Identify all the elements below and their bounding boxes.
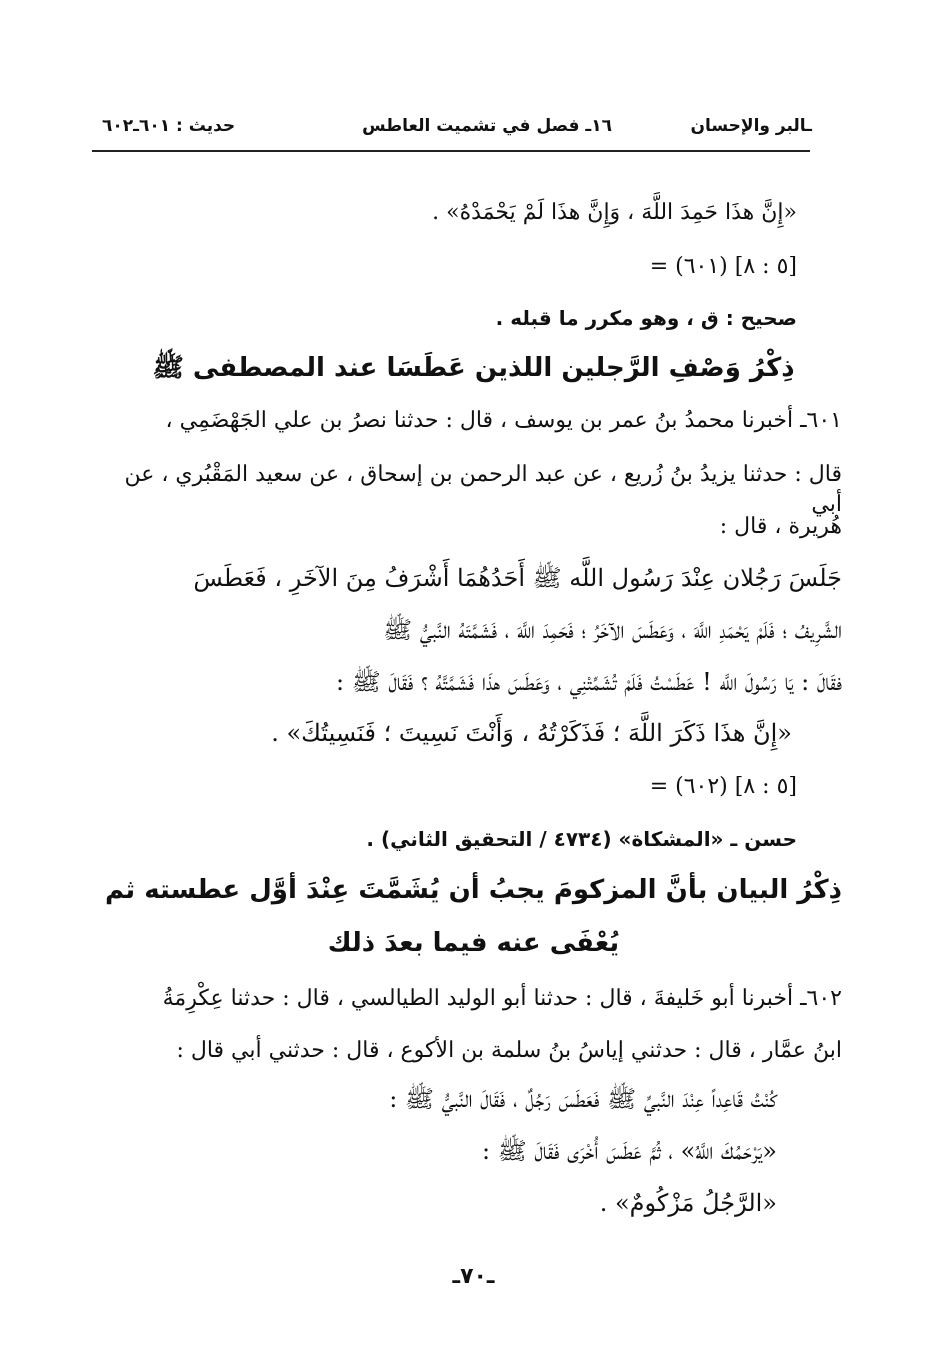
grade-line: حسن ـ «المشكاة» (٤٧٣٤ / التحقيق الثاني) .	[366, 827, 797, 851]
matn-line: «إِنَّ هذَا ذَكَرَ اللَّهَ ؛ فَذَكَرْتُهُ ، وَأَنْتَ نَسِيتَ ؛ فَنَسِيتُكَ» .	[271, 719, 792, 747]
section-heading: يُعْفَى عنه فيما بعدَ ذلك	[327, 928, 620, 958]
matn-line: «الرَّجُلُ مَزْكُومٌ» .	[599, 1189, 777, 1217]
matn-line: الشَّرِيفُ ؛ فَلَمْ يَحْمَدِ اللَّهَ ، وَعَطَسَ الآخَرُ ؛ فَحَمِدَ اللَّهَ ، فَشَمَّتَهُ النَّبيُّ ﷺ	[383, 616, 842, 644]
reference-line: = (٦٠١) [٥ : ٨]	[649, 254, 797, 279]
header-book-title: ـالبر والإحسان	[690, 116, 812, 136]
matn-line: جَلَسَ رَجُلان عِنْدَ رَسُول اللَّه ﷺ أَحَدُهُمَا أَشْرَفُ مِنَ الآخَرِ ، فَعَطَسَ	[193, 564, 842, 592]
matn-line: فقَالَ : يَا رَسُولَ اللَّه ! عَطَسْتُ فَلَمْ تُشَمِّتْنِي ، وَعَطَسَ هذَا فَشَمَّتَّهُ ؟ فَقَالَ ﷺ :	[335, 668, 842, 696]
isnad-line: ٦٠٢ـ أخبرنا أبو خَليفةَ ، قال : حدثنا أبو الوليد الطيالسي ، قال : حدثنا عِكْرِمَةُ	[162, 986, 842, 1011]
section-heading: ذِكْرُ وَصْفِ الرَّجلين اللذين عَطَسَا عند المصطفى ﷺ	[152, 353, 795, 383]
header-rule	[92, 150, 810, 152]
section-heading: ذِكْرُ البيان بأنَّ المزكومَ يجبُ أن يُشَمَّتَ عِنْدَ أوَّل عطسته ثم	[105, 875, 842, 905]
isnad-line: قال : حدثنا يزيدُ بنُ زُريع ، عن عبد الرحمن بن إسحاق ، عن سعيد المَقْبُري ، عن أبي	[124, 462, 842, 517]
header-hadith-range: حديث : ٦٠١ـ٦٠٢	[102, 116, 236, 136]
isnad-line: ابنُ عمَّار ، قال : حدثني إياسُ بنُ سلمة بن الأكوع ، قال : حدثني أبي قال :	[176, 1038, 842, 1063]
header-section-title: ١٦ـ فصل في تشميت العاطس	[362, 116, 612, 136]
matn-line: «يَرْحَمُكَ اللَّهُ» ، ثُمَّ عَطَسَ أُخْرَى فَقَالَ ﷺ :	[482, 1137, 777, 1165]
page-number: ـ٧٠ـ	[452, 1264, 495, 1289]
isnad-line: هُريرة ، قال :	[719, 514, 842, 539]
reference-line: = (٦٠٢) [٥ : ٨]	[649, 774, 797, 799]
running-header	[92, 110, 812, 144]
grade-line: صحيح : ق ، وهو مكرر ما قبله .	[495, 306, 797, 330]
isnad-line: ٦٠١ـ أخبرنا محمدُ بنُ عمر بن يوسف ، قال : حدثنا نصرُ بن علي الجَهْضَمِي ،	[165, 408, 842, 433]
matn-line: كُنْتُ قَاعِداً عِنْدَ النَّبيِّ ﷺ فَعَطَسَ رَجُلٌ ، فَقَالَ النَّبيُّ ﷺ :	[389, 1085, 777, 1113]
quote-line: «إِنَّ هذَا حَمِدَ اللَّهَ ، وَإِنَّ هذَا لَمْ يَحْمَدْهُ» .	[432, 200, 797, 225]
